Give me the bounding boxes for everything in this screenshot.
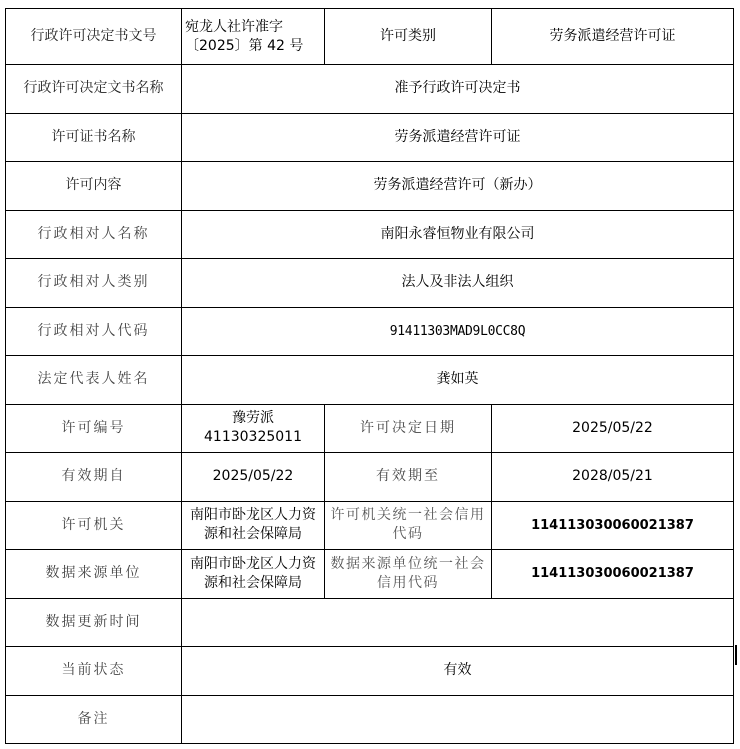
content-value: 劳务派遣经营许可（新办） bbox=[182, 162, 734, 211]
license-type-label: 许可类别 bbox=[325, 9, 492, 65]
table-row bbox=[6, 356, 734, 405]
party-type-value: 法人及非法人组织 bbox=[182, 259, 734, 308]
update-time-label: 数据更新时间 bbox=[6, 598, 182, 647]
remark-label: 备注 bbox=[6, 695, 182, 744]
table-row bbox=[6, 210, 734, 259]
text-cursor bbox=[735, 645, 737, 665]
license-no-label: 许可编号 bbox=[6, 404, 182, 453]
valid-from-value: 2025/05/22 bbox=[182, 453, 325, 502]
authority-label: 许可机关 bbox=[6, 501, 182, 550]
table-row bbox=[6, 9, 734, 65]
table-row bbox=[6, 307, 734, 356]
table-row bbox=[6, 404, 734, 453]
status-label: 当前状态 bbox=[6, 647, 182, 696]
decision-date-value: 2025/05/22 bbox=[492, 404, 734, 453]
table-row bbox=[6, 550, 734, 599]
cert-name-value: 劳务派遣经营许可证 bbox=[182, 113, 734, 162]
valid-to-value: 2028/05/21 bbox=[492, 453, 734, 502]
valid-from-label: 有效期自 bbox=[6, 453, 182, 502]
source-label: 数据来源单位 bbox=[6, 550, 182, 599]
table-row bbox=[6, 501, 734, 550]
valid-to-label: 有效期至 bbox=[325, 453, 492, 502]
authority-code-value: 11411303006002138​7 bbox=[492, 501, 734, 550]
party-code-label: 行政相对人代码 bbox=[6, 307, 182, 356]
authority-code-label: 许可机关统一社会信用代码 bbox=[325, 501, 492, 550]
table-row bbox=[6, 259, 734, 308]
table-row bbox=[6, 598, 734, 647]
content-label: 许可内容 bbox=[6, 162, 182, 211]
license-no-value: 豫劳派41130325011 bbox=[182, 404, 325, 453]
cert-name-label: 许可证书名称 bbox=[6, 113, 182, 162]
source-value: 南阳市卧龙区人力资源和社会保障局 bbox=[182, 550, 325, 599]
decision-name-label: 行政许可决定文书名称 bbox=[6, 65, 182, 114]
party-name-value: 南阳永睿恒物业有限公司 bbox=[182, 210, 734, 259]
decision-no-value: 宛龙人社许准字〔2025〕第 42 号 bbox=[182, 9, 325, 65]
legal-rep-label: 法定代表人姓名 bbox=[6, 356, 182, 405]
legal-rep-value: 龚如英 bbox=[182, 356, 734, 405]
remark-value bbox=[182, 695, 734, 744]
decision-date-label: 许可决定日期 bbox=[325, 404, 492, 453]
source-code-value: 114113030060021387 bbox=[492, 550, 734, 599]
party-type-label: 行政相对人类别 bbox=[6, 259, 182, 308]
table-row bbox=[6, 65, 734, 114]
table-row bbox=[6, 647, 734, 696]
table-row bbox=[6, 162, 734, 211]
table-row bbox=[6, 453, 734, 502]
authority-value: 南阳市卧龙区人力资源和社会保障局 bbox=[182, 501, 325, 550]
party-name-label: 行政相对人名称 bbox=[6, 210, 182, 259]
table-row bbox=[6, 113, 734, 162]
table-row bbox=[6, 695, 734, 744]
source-code-label: 数据来源单位统一社会信用代码 bbox=[325, 550, 492, 599]
update-time-value bbox=[182, 598, 734, 647]
party-code-value: 91411303MAD9L0CC8Q bbox=[182, 307, 734, 356]
decision-no-label: 行政许可决定书文号 bbox=[6, 9, 182, 65]
status-value: 有效 bbox=[182, 647, 734, 696]
license-type-value: 劳务派遣经营许可证 bbox=[492, 9, 734, 65]
decision-name-value: 准予行政许可决定书 bbox=[182, 65, 734, 114]
license-info-table bbox=[5, 8, 734, 744]
